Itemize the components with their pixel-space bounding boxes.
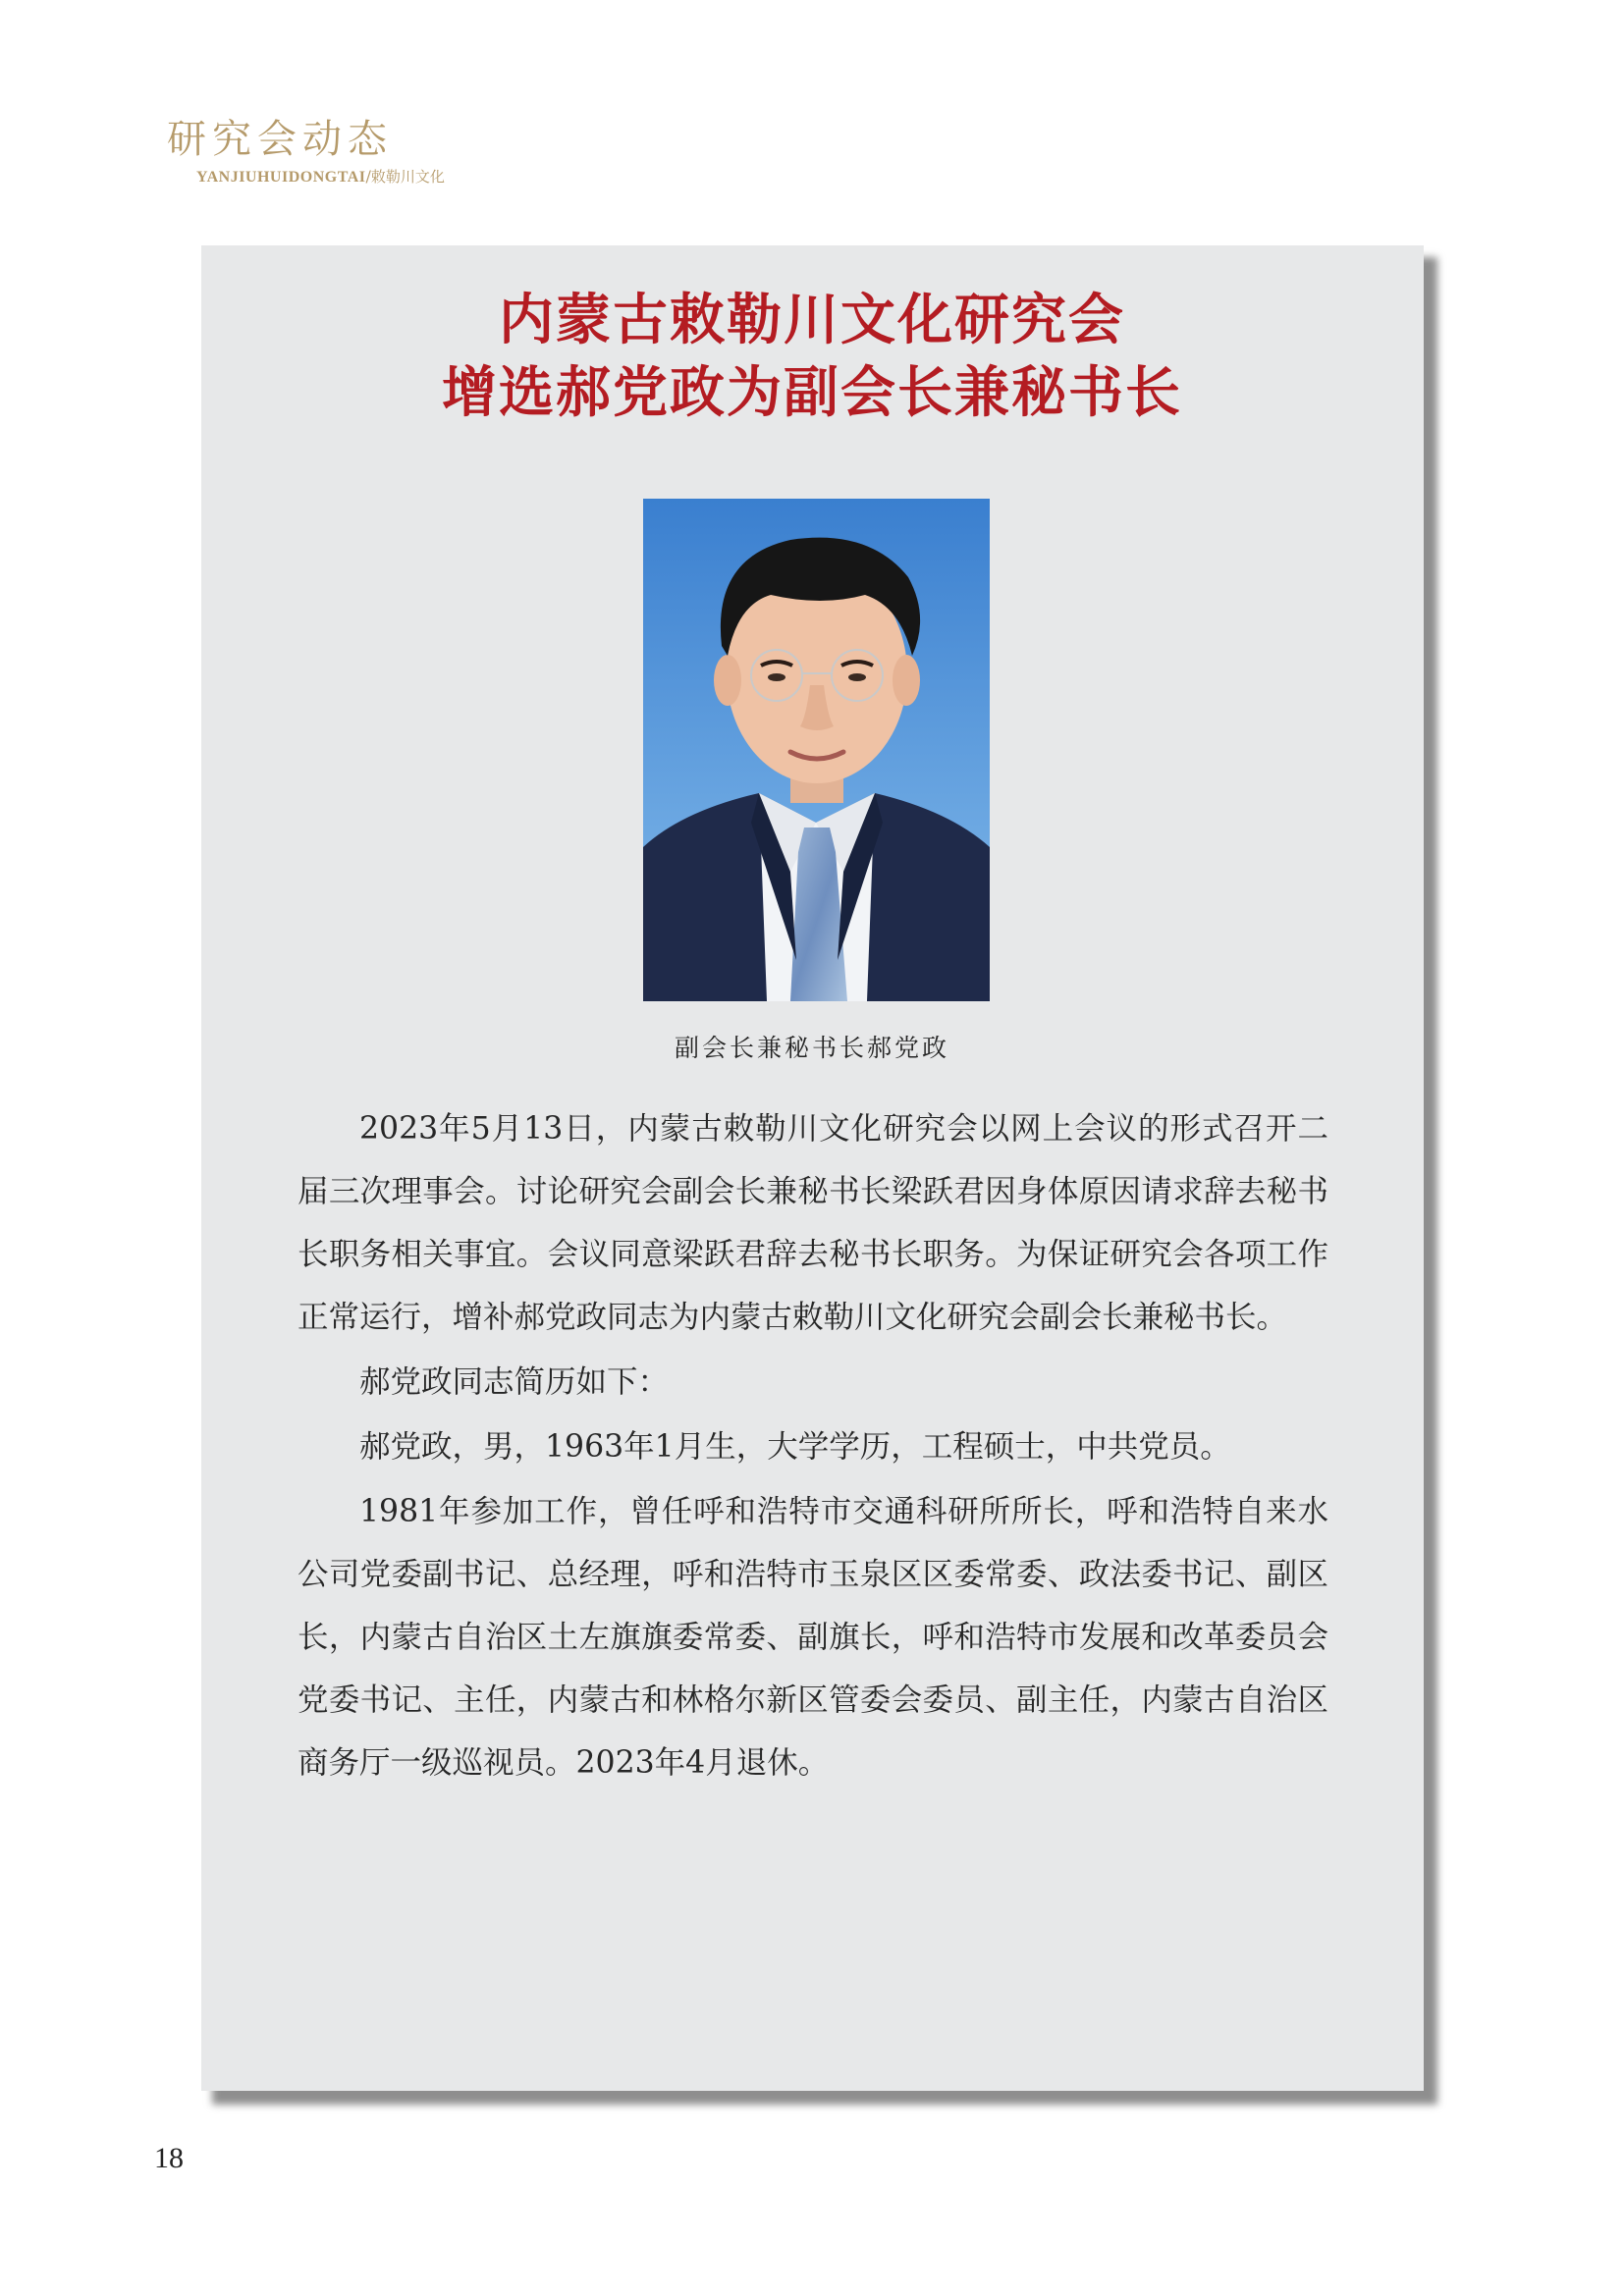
section-title: 研究会动态 [167, 117, 393, 162]
paragraph: 郝党政同志简历如下： [359, 1364, 670, 1400]
article-title-line-1: 内蒙古敕勒川文化研究会 [499, 289, 1125, 352]
section-subtitle [196, 167, 445, 187]
section-header [167, 116, 445, 186]
article-title-line-2: 增选郝党政为副会长兼秘书长 [442, 361, 1182, 425]
photo-caption: 副会长兼秘书长郝党政 [674, 1034, 949, 1062]
paragraph: 2023年5月13日，内蒙古敕勒川文化研究会以网上会议的形式召开二届三次理事会。讨论研究会副会长兼秘书长梁跃君因身体原因请求辞去秘书长职务相关事宜。会议同意梁跃君辞去秘书长职务。为保证研究会各项工作正常运行，增补郝党政同志为内蒙古敕勒川文化研究会副会长兼秘书长。 [298, 1111, 1328, 1335]
page-number: 18 [154, 2142, 184, 2174]
paragraph: 1981年参加工作，曾任呼和浩特市交通科研所所长，呼和浩特自来水公司党委副书记、总经理，呼和浩特市玉泉区区委常委、政法委书记、副区长，内蒙古自治区土左旗旗委常委、副旗长，呼和浩特市发展和改革委员会党委书记、主任，内蒙古和林格尔新区管委会委员、副主任，内蒙古自治区商务厅一级巡视员。2023年4月退休。 [298, 1494, 1328, 1781]
publication-name: 敕勒川文化 [370, 168, 445, 186]
portrait-illustration [643, 499, 990, 1001]
article-body [298, 1097, 1328, 1796]
paragraph: 郝党政，男，1963年1月生，大学学历，工程硕士，中共党员。 [359, 1429, 1231, 1465]
portrait-photo [643, 499, 990, 1001]
separator: / [365, 167, 371, 186]
section-pinyin: YANJIUHUIDONGTAI [196, 169, 366, 186]
